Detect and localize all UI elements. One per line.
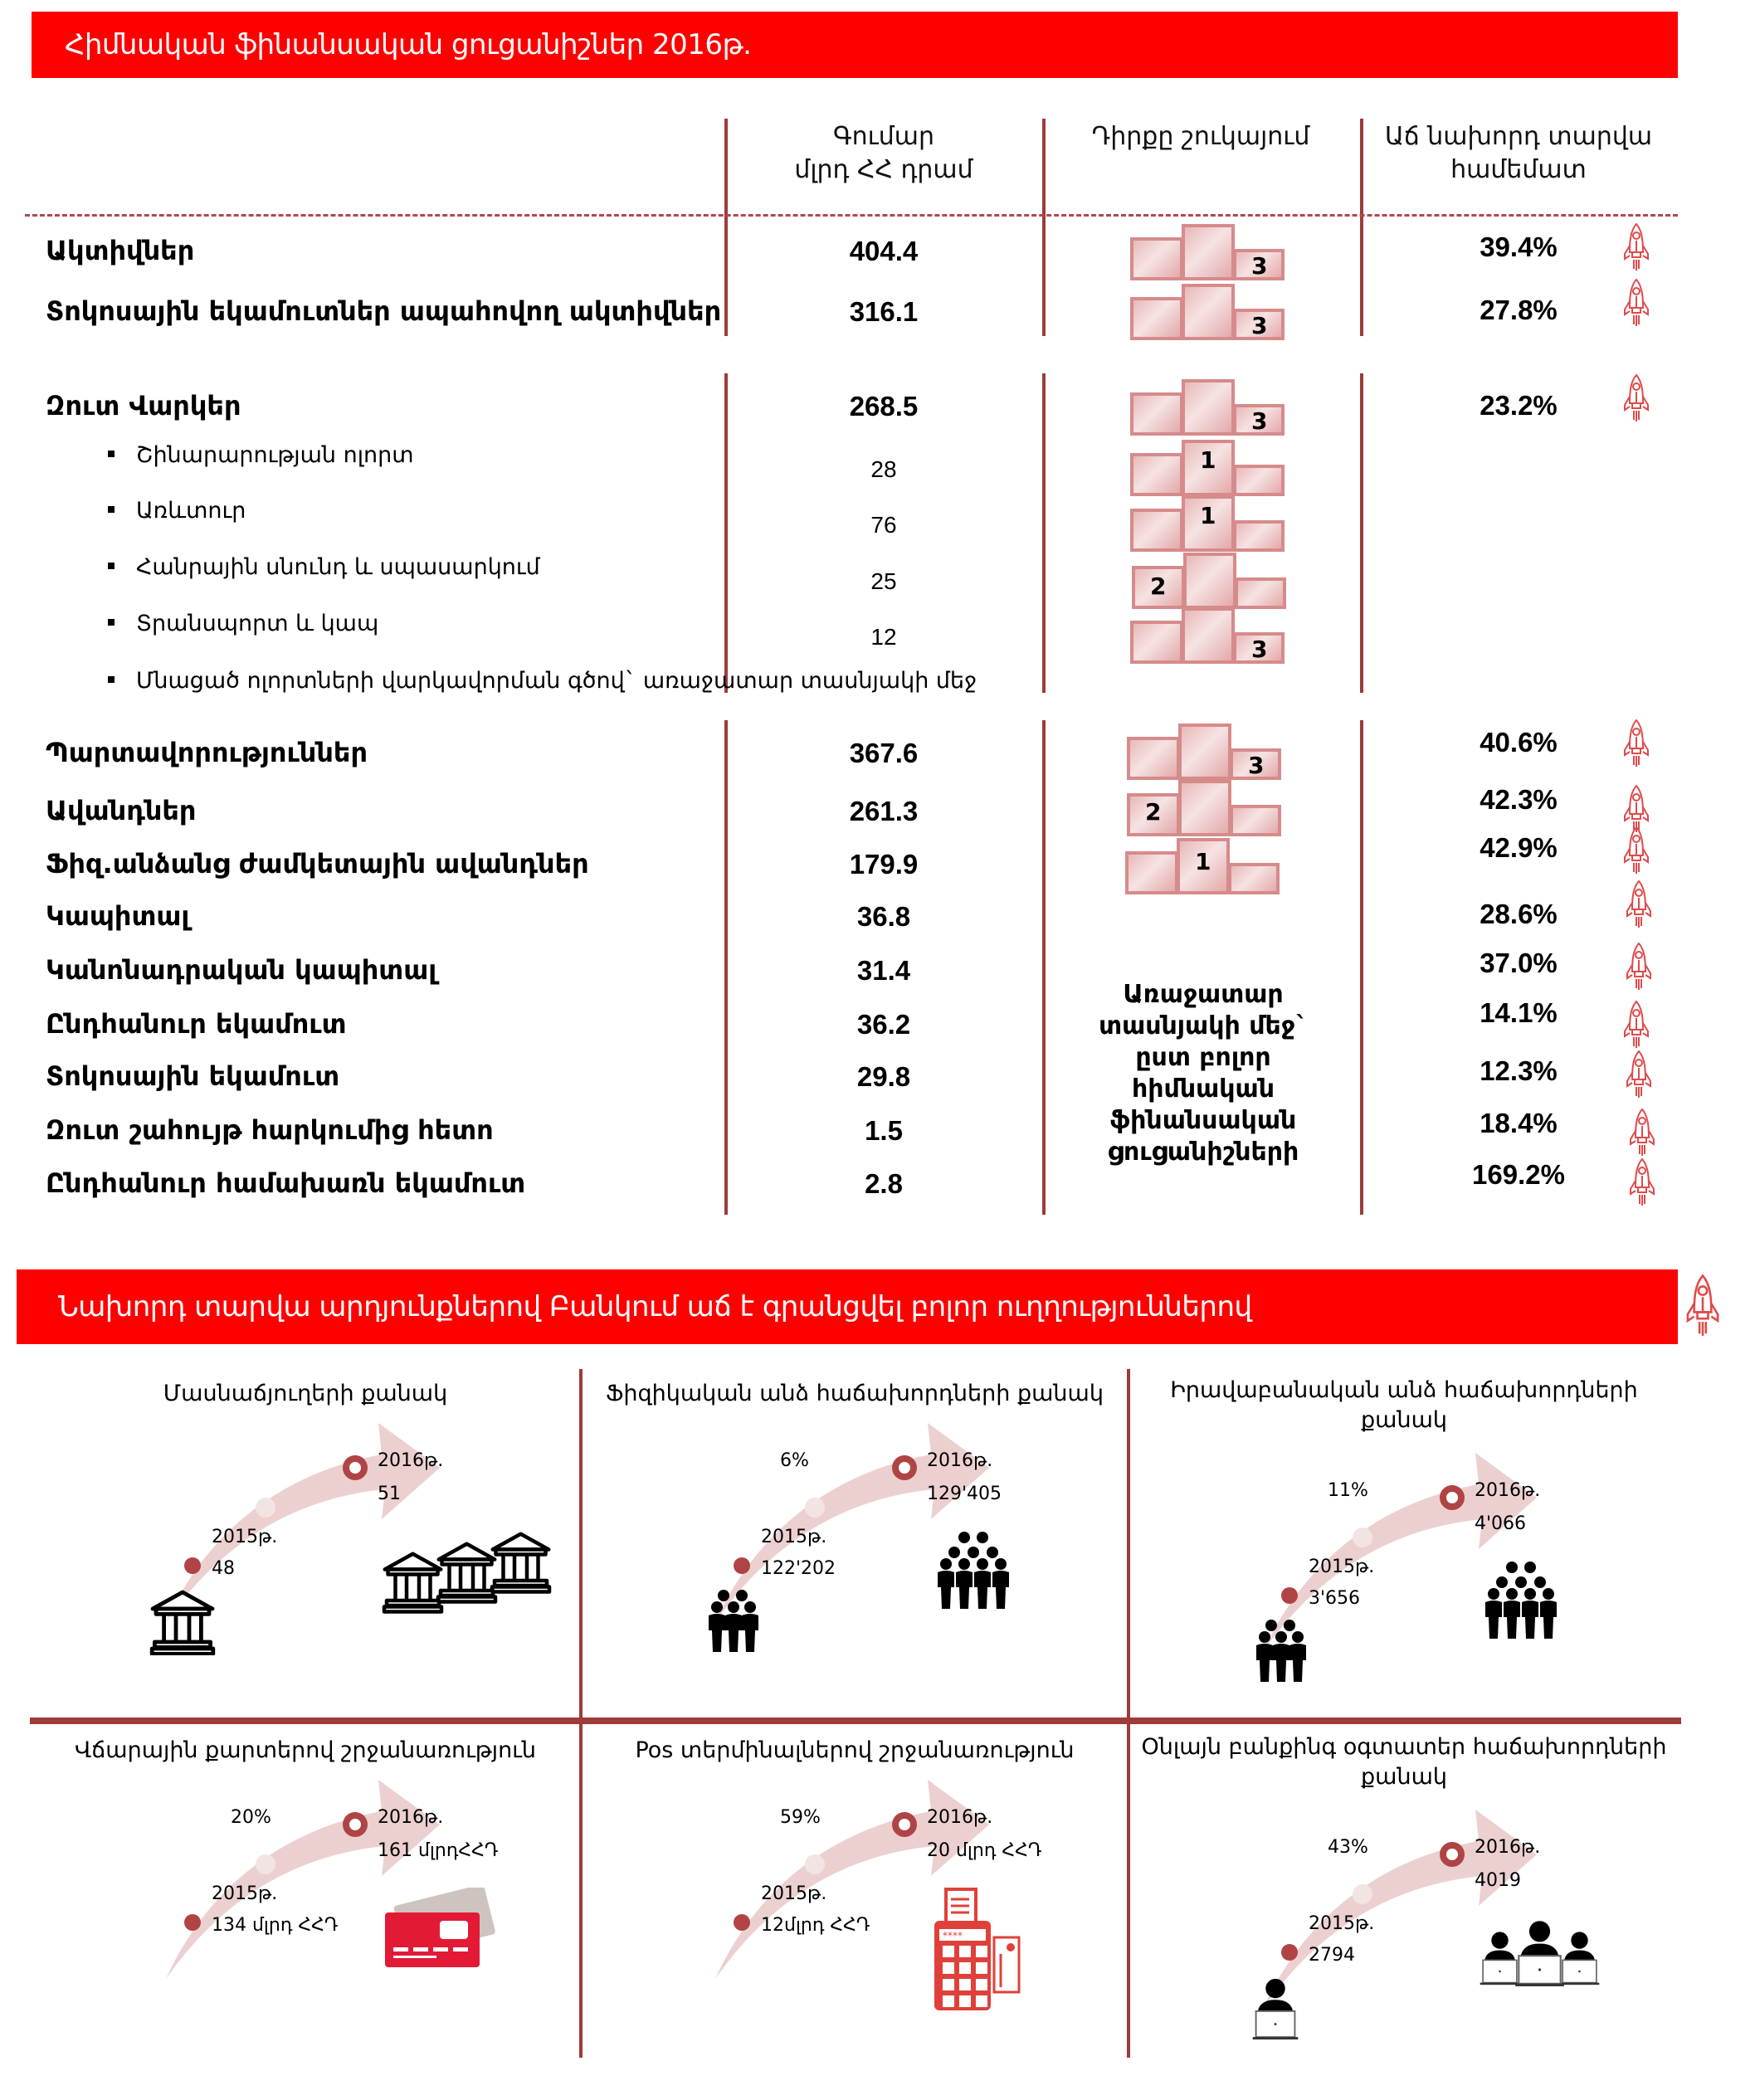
- section2-title-banner: [17, 1269, 1678, 1344]
- row-value: 261.3: [849, 796, 919, 826]
- rocket-icon: [1628, 1108, 1656, 1159]
- rocket-icon: [1622, 719, 1650, 770]
- year-2016-label: 2016թ.: [1475, 1837, 1541, 1858]
- loan-sector-label: Տրանսպորտ և կապ: [108, 611, 378, 636]
- dot-2015: [1281, 1587, 1298, 1604]
- panel-title: Pos տերմինալներով շրջանառություն: [635, 1737, 1075, 1763]
- year-2016-label: 2016թ.: [1475, 1480, 1541, 1501]
- market-rank-podium: [1125, 838, 1280, 894]
- year-2016-label: 2016թ.: [378, 1450, 444, 1471]
- year-2016-value: 4'066: [1475, 1513, 1527, 1534]
- bank-icon: [149, 1589, 216, 1659]
- credit-card-icon: [382, 1888, 498, 1975]
- loan-sector-label: Մնացած ոլորտների վարկավորման գծով` առաջատար տասնյակի մեջ: [108, 668, 977, 694]
- section1-title-banner: [32, 12, 1678, 78]
- column-header-growth: [1365, 120, 1672, 187]
- growth-panel: [33, 1726, 578, 2066]
- rocket-icon: [1622, 222, 1650, 274]
- year-2016-value: 4019: [1475, 1870, 1521, 1891]
- dot-2016: [1443, 1845, 1461, 1864]
- row-value: 31.4: [856, 955, 911, 986]
- row-value: 268.5: [849, 391, 919, 421]
- market-rank-podium: [1127, 780, 1281, 836]
- growth-percent: 6%: [780, 1450, 809, 1471]
- row-value: 404.4: [849, 236, 919, 266]
- growth-panel: [583, 1369, 1127, 1709]
- people-group-icon: [1479, 1561, 1565, 1648]
- row-label: Ակտիվներ: [46, 235, 195, 266]
- rocket-icon: [1622, 1000, 1650, 1051]
- dot-mid: [256, 1854, 275, 1874]
- loan-sector-label: Շինարարության ոլորտ: [108, 442, 414, 468]
- growth-percent: 42.9%: [1480, 832, 1558, 863]
- dot-mid: [1353, 1527, 1372, 1547]
- section1-title: Հիմնական ֆինանսական ցուցանիշներ 2016թ.: [65, 28, 752, 61]
- panel-title: Ֆիզիկական անձ հաճախորդների քանակ: [606, 1381, 1104, 1406]
- rank-number: 1: [1200, 446, 1216, 474]
- dot-2015: [734, 1557, 750, 1574]
- year-2015-label: 2015թ.: [761, 1883, 827, 1904]
- column-divider: [1360, 720, 1363, 1215]
- dot-2016: [346, 1459, 364, 1477]
- year-2015-value: 134 մլրդ ՀՀԴ: [212, 1915, 339, 1936]
- year-2015-label: 2015թ.: [1309, 1913, 1375, 1934]
- rank-number: 1: [1195, 848, 1211, 875]
- row-label: Ընդհանուր համախառն եկամուտ: [46, 1167, 526, 1199]
- row-value: 367.6: [849, 738, 919, 768]
- laptop-user-icon: [1479, 1917, 1603, 2013]
- row-label: Զուտ Վարկեր: [46, 390, 241, 421]
- column-header-amount-line1: Գումար: [833, 122, 934, 151]
- panel-title: Մասնաճյուղերի քանակ: [163, 1381, 448, 1406]
- column-divider: [1042, 119, 1046, 336]
- market-rank-podium: [1127, 724, 1281, 780]
- rank-number: 3: [1248, 752, 1265, 779]
- panel-title: Իրավաբանական անձ հաճախորդների քանակ: [1170, 1377, 1638, 1433]
- market-rank-podium: [1130, 224, 1285, 280]
- row-label: Կանոնադրական կապիտալ: [46, 954, 437, 986]
- growth-panel: [1130, 1369, 1678, 1709]
- rocket-icon: [1628, 1157, 1656, 1209]
- loan-sector-label: Հանրային սնունդ և սպասարկում: [108, 554, 540, 580]
- rank-number: 1: [1200, 502, 1216, 529]
- column-divider: [1360, 119, 1363, 336]
- growth-panel: [583, 1726, 1127, 2066]
- dot-mid: [1353, 1884, 1372, 1904]
- growth-percent: 59%: [780, 1807, 821, 1828]
- section2-title: Նախորդ տարվա արդյունքներով Բանկում աճ է գրանցվել բոլոր ուղղություններով: [58, 1290, 1252, 1323]
- year-2016-value: 51: [378, 1484, 401, 1504]
- bank-icon: [382, 1531, 581, 1626]
- row-value: 1.5: [865, 1115, 903, 1146]
- year-2015-value: 12մլրդ ՀՀԴ: [761, 1915, 870, 1936]
- rocket-icon: [1625, 1050, 1653, 1101]
- year-2016-label: 2016թ.: [927, 1450, 993, 1471]
- column-divider: [724, 373, 728, 693]
- people-group-icon: [699, 1589, 768, 1659]
- growth-percent: 27.8%: [1480, 295, 1558, 325]
- growth-percent: 23.2%: [1480, 390, 1558, 421]
- year-2016-value: 129'405: [927, 1484, 1002, 1504]
- leader-note: Առաջատար տասնյակի մեջ` ըստ բոլոր հիմնական ֆինանսական ցուցանիշների: [1099, 980, 1308, 1167]
- column-header-amount-line2: մլրդ ՀՀ դրամ: [794, 155, 973, 184]
- column-divider: [724, 720, 728, 1215]
- rocket-icon: [1625, 942, 1653, 993]
- growth-panel: [33, 1369, 578, 1709]
- year-2015-value: 48: [212, 1558, 235, 1579]
- growth-percent: 20%: [231, 1807, 271, 1828]
- row-label: Ֆիզ.անձանց ժամկետային ավանդներ: [46, 848, 589, 879]
- people-group-icon: [1246, 1619, 1316, 1689]
- rank-number: 2: [1145, 798, 1162, 826]
- row-value: 2.8: [865, 1168, 903, 1199]
- panel-title: Օնլայն բանքինգ օգտատեր հաճախորդների քանակ: [1141, 1734, 1667, 1790]
- dot-2016: [346, 1815, 364, 1834]
- year-2015-label: 2015թ.: [761, 1527, 827, 1547]
- year-2016-label: 2016թ.: [927, 1807, 993, 1828]
- header-separator: [25, 214, 1678, 217]
- loan-sector-label: Առևտուր: [108, 498, 246, 524]
- row-value: 36.2: [856, 1009, 911, 1040]
- growth-percent: 39.4%: [1480, 231, 1558, 262]
- column-divider: [724, 119, 728, 336]
- dot-2015: [184, 1557, 201, 1574]
- column-header-rank: Դիրքը շուկայում: [1091, 122, 1310, 151]
- growth-percent: 169.2%: [1472, 1159, 1565, 1190]
- market-rank-podium: [1130, 607, 1285, 664]
- growth-percent: 43%: [1328, 1837, 1368, 1858]
- laptop-user-icon: [1246, 1976, 1304, 2046]
- column-divider: [1042, 720, 1046, 1215]
- column-header-amount: [730, 120, 1037, 187]
- growth-percent: 42.3%: [1480, 784, 1558, 815]
- market-rank-podium: [1130, 440, 1285, 496]
- panel-title: Վճարային քարտերով շրջանառություն: [74, 1737, 537, 1763]
- loan-sector-value: 25: [870, 568, 897, 594]
- year-2015-value: 2794: [1309, 1945, 1355, 1966]
- dot-2015: [184, 1914, 201, 1931]
- dot-2015: [1281, 1944, 1298, 1961]
- growth-percent: 14.1%: [1480, 997, 1558, 1028]
- market-rank-podium: [1130, 495, 1285, 552]
- rocket-icon: [1622, 826, 1650, 877]
- row-label: Տոկոսային եկամուտներ ապահովող ակտիվներ: [46, 295, 722, 327]
- dot-2015: [734, 1914, 750, 1931]
- people-group-icon: [931, 1531, 1017, 1618]
- rank-number: 3: [1251, 407, 1268, 435]
- dot-mid: [256, 1498, 275, 1518]
- year-2015-label: 2015թ.: [1309, 1557, 1375, 1577]
- rocket-icon: [1625, 879, 1653, 931]
- market-rank-podium: [1130, 379, 1285, 436]
- rank-number: 3: [1251, 636, 1268, 663]
- column-divider: [1360, 373, 1363, 693]
- market-rank-podium: [1132, 553, 1286, 609]
- growth-percent: 28.6%: [1480, 899, 1558, 929]
- year-2016-value: 161 մլրդՀՀԴ: [378, 1840, 499, 1861]
- year-2016-label: 2016թ.: [378, 1807, 444, 1828]
- rank-number: 3: [1251, 312, 1268, 339]
- rocket-icon: [1684, 1261, 1721, 1352]
- row-value: 179.9: [849, 849, 919, 879]
- growth-panel: [1130, 1726, 1678, 2066]
- year-2015-value: 3'656: [1309, 1588, 1361, 1609]
- column-header-growth-line2: համեմատ: [1450, 155, 1587, 184]
- growth-percent: 11%: [1328, 1480, 1368, 1501]
- svg-text:****: ****: [943, 1930, 963, 1942]
- row-label: Կապիտալ: [46, 900, 190, 932]
- growth-percent: 37.0%: [1480, 948, 1558, 978]
- dot-mid: [805, 1854, 825, 1874]
- row-value: 36.8: [856, 901, 911, 932]
- row-value: 29.8: [856, 1061, 911, 1092]
- row-label: Զուտ շահույթ հարկումից հետո: [46, 1114, 494, 1146]
- row-label: Ընդհանուր եկամուտ: [46, 1008, 347, 1040]
- pos-terminal-icon: [931, 1888, 1022, 2016]
- rocket-icon: [1622, 373, 1650, 425]
- loan-sector-value: 12: [870, 624, 897, 650]
- rocket-icon: [1622, 278, 1650, 329]
- loan-sector-value: 28: [870, 456, 897, 482]
- row-value: 316.1: [849, 296, 919, 327]
- column-header-growth-line1: Աճ նախորդ տարվա: [1384, 122, 1653, 151]
- rank-number: 2: [1150, 573, 1167, 600]
- dot-2016: [895, 1815, 914, 1834]
- growth-percent: 18.4%: [1480, 1108, 1558, 1138]
- column-divider: [1042, 373, 1046, 693]
- rank-number: 3: [1251, 252, 1268, 280]
- dot-2016: [1443, 1489, 1461, 1507]
- growth-percent: 40.6%: [1480, 727, 1558, 758]
- year-2016-value: 20 մլրդ ՀՀԴ: [927, 1840, 1042, 1861]
- year-2015-label: 2015թ.: [212, 1527, 278, 1547]
- loan-sector-value: 76: [870, 512, 897, 538]
- dot-mid: [805, 1498, 825, 1518]
- dot-2016: [895, 1459, 914, 1477]
- panel-row-divider: [30, 1718, 1681, 1724]
- row-label: Ավանդներ: [46, 795, 197, 826]
- year-2015-label: 2015թ.: [212, 1883, 278, 1904]
- year-2015-value: 122'202: [761, 1558, 836, 1579]
- market-rank-podium: [1130, 284, 1285, 340]
- row-label: Պարտավորություններ: [46, 737, 368, 768]
- growth-percent: 12.3%: [1480, 1055, 1558, 1086]
- row-label: Տոկոսային եկամուտ: [46, 1060, 340, 1092]
